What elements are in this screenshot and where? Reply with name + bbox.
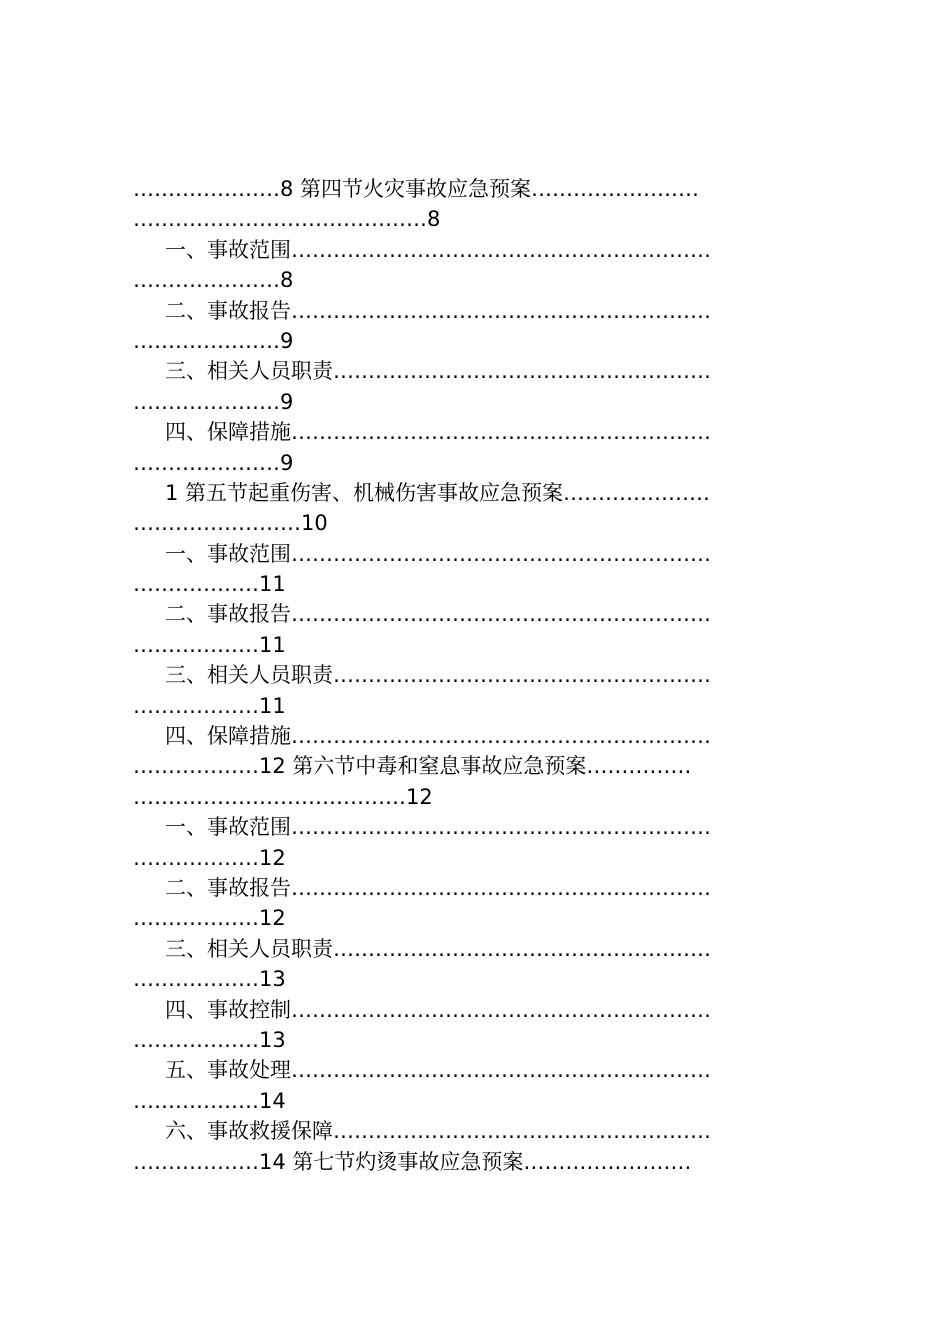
toc-line: ………………12	[133, 845, 286, 870]
toc-line: 四、事故控制……………………………………………………	[165, 997, 711, 1022]
toc-line: ………………11	[133, 572, 286, 597]
toc-line: …………………9	[133, 328, 294, 353]
toc-line: ………………11	[133, 693, 286, 718]
toc-line: 一、事故范围……………………………………………………	[165, 237, 711, 262]
toc-line: 五、事故处理……………………………………………………	[165, 1058, 711, 1083]
toc-line: 一、事故范围……………………………………………………	[165, 815, 711, 840]
toc-line: 六、事故救援保障………………………………………………	[165, 1119, 711, 1144]
toc-line: 二、事故报告……………………………………………………	[165, 298, 711, 323]
toc-line: ……………………10	[133, 511, 328, 536]
toc-line: …………………………………12	[133, 784, 433, 809]
toc-line: 二、事故报告……………………………………………………	[165, 602, 711, 627]
toc-line: ………………11	[133, 632, 286, 657]
toc-line: 1 第五节起重伤害、机械伤害事故应急预案…………………	[165, 480, 711, 505]
toc-line: 三、相关人员职责………………………………………………	[165, 663, 711, 688]
toc-line: ………………14	[133, 1088, 286, 1113]
toc-line: …………………8	[133, 268, 294, 293]
toc-line: ………………14 第七节灼烫事故应急预案……………………	[133, 1149, 692, 1174]
toc-line: 四、保障措施……………………………………………………	[165, 420, 711, 445]
toc-line: ………………12 第六节中毒和窒息事故应急预案……………	[133, 754, 692, 779]
toc-line: ………………12	[133, 906, 286, 931]
toc-line: …………………8 第四节火灾事故应急预案……………………	[133, 177, 700, 201]
toc-line: 一、事故范围……………………………………………………	[165, 541, 711, 566]
toc-line: ………………13	[133, 1027, 286, 1052]
toc-line: ………………13	[133, 967, 286, 992]
toc-line: 四、保障措施……………………………………………………	[165, 724, 711, 749]
toc-line: 三、相关人员职责………………………………………………	[165, 359, 711, 384]
toc-line: …………………9	[133, 389, 294, 414]
toc-line: 三、相关人员职责………………………………………………	[165, 936, 711, 961]
toc-line: 二、事故报告……………………………………………………	[165, 875, 711, 900]
table-of-contents	[133, 174, 833, 1177]
toc-line: …………………9	[133, 450, 294, 475]
toc-line: ……………………………………8	[133, 207, 441, 232]
